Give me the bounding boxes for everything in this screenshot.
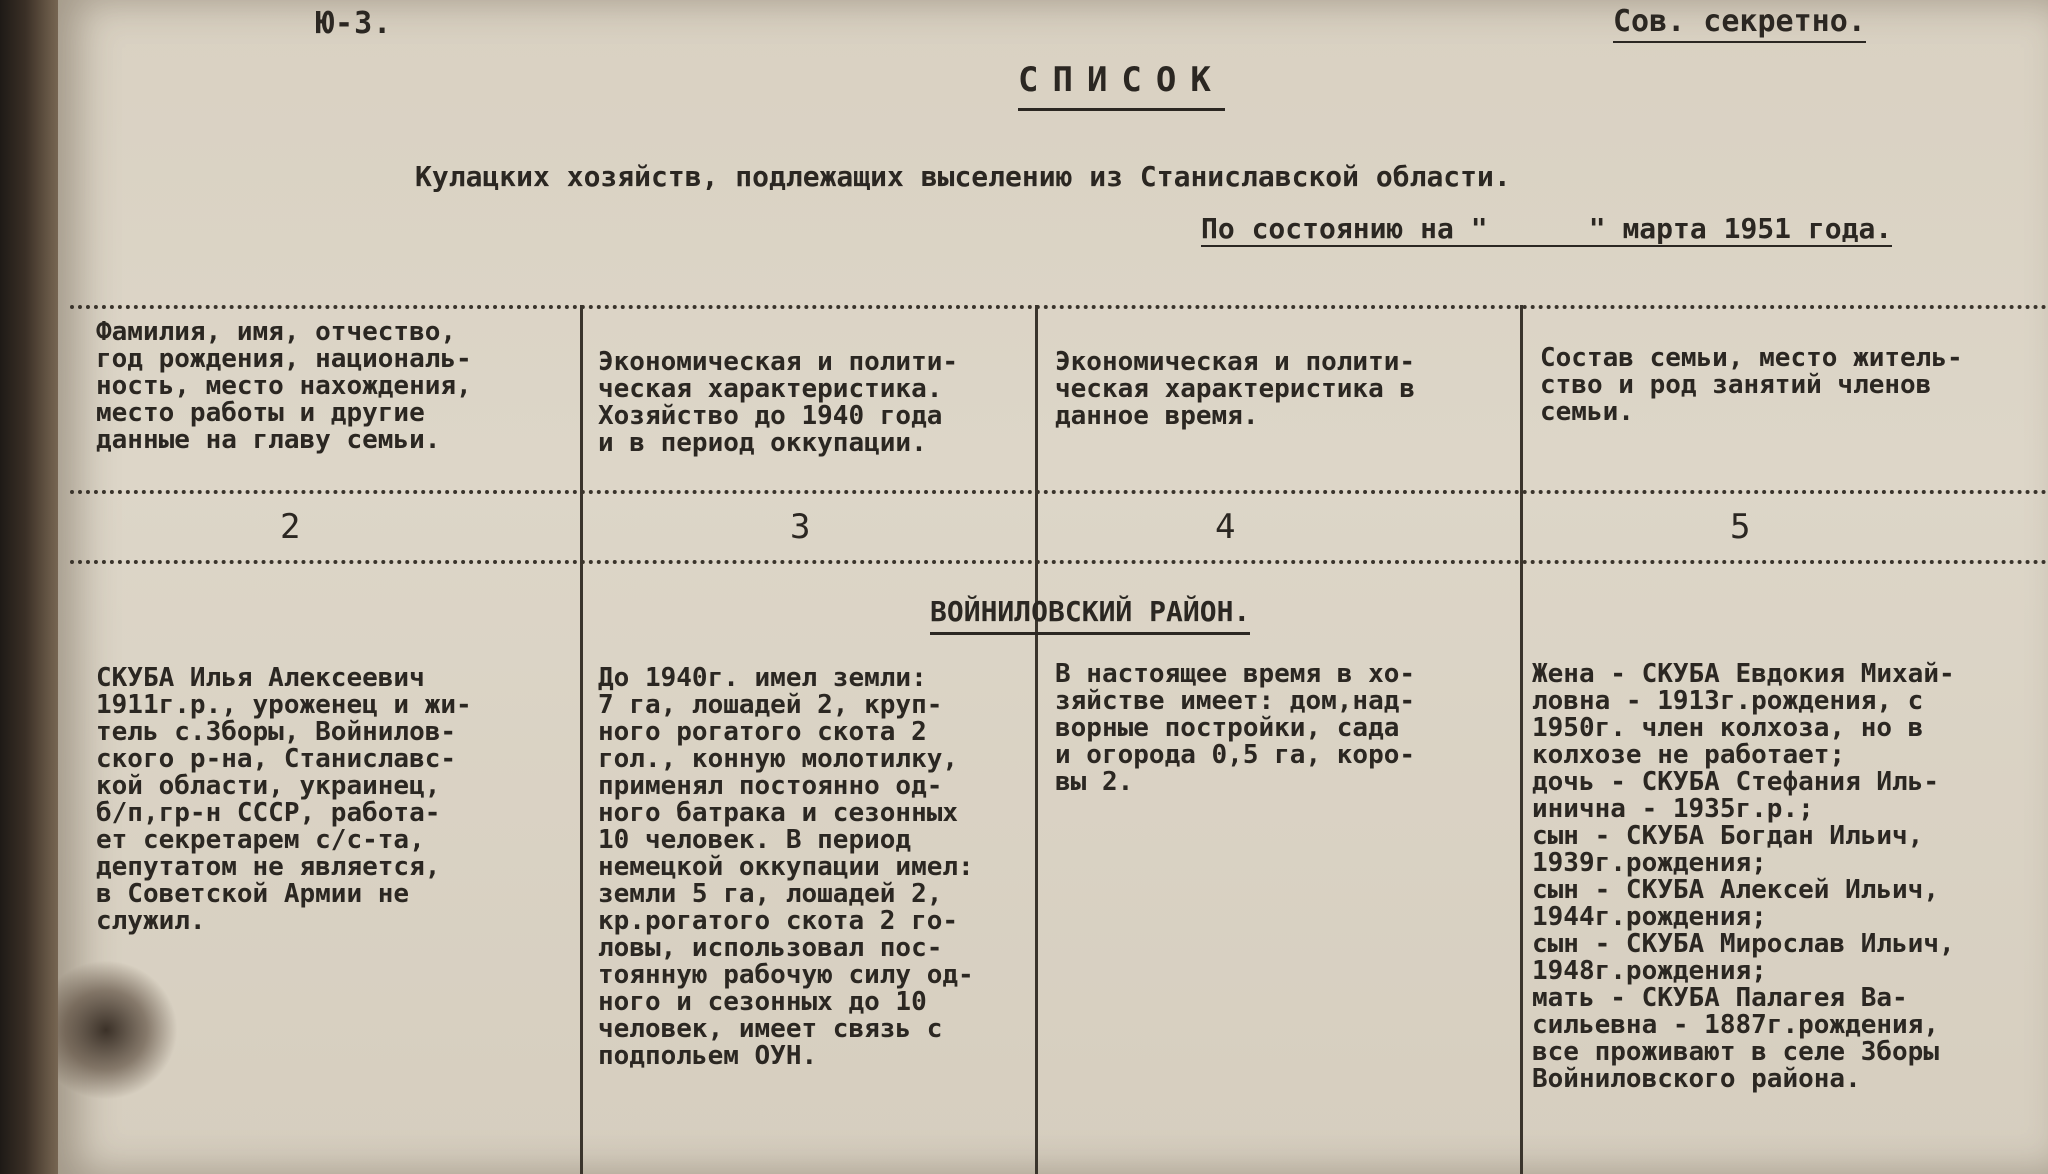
column-header-3: Экономическая и полити- ческая характеристика в данное время.: [1055, 347, 1416, 431]
header-bottom-rule: [70, 490, 2048, 494]
column-divider-3: [1520, 305, 1523, 1174]
table-top-rule: [70, 305, 2048, 309]
paper-damage-stain: [58, 960, 178, 1100]
row-col-economy-current: В настоящее время в хо- зяйстве имеет: дом,над- ворные постройки, сада и огорода 0,5 га, коро- вы 2.: [1055, 659, 1416, 797]
as-of-suffix: " марта 1951 года.: [1588, 212, 1893, 245]
as-of-blank: [1488, 212, 1589, 247]
column-header-4: Состав семьи, место житель- ство и род занятий членов семьи.: [1540, 343, 1963, 427]
column-header-2: Экономическая и полити- ческая характеристика. Хозяйство до 1940 года и в период оккупации.: [598, 347, 959, 458]
number-row-bottom-rule: [70, 560, 2048, 564]
classification-stamp: Сов. секретно.: [1613, 4, 1866, 43]
row-col-economy-before-1940: До 1940г. имел земли: 7 га, лошадей 2, круп- ного рогатого скота 2 гол., конную молотилку, применял постоянно од- ного батрака и сезонных 10 человек. В период немецкой оккупации имел: земли 5 га, лошадей 2, кр.рогатого скота 2 го- ловы, использовал пос- тоянную рабочую силу од- ного и сезонных до 10 человек, имеет связь с подпольем ОУН.: [598, 663, 974, 1071]
column-divider-2: [1035, 305, 1038, 1174]
document-subtitle: Кулацких хозяйств, подлежащих выселению из Станиславской области.: [415, 160, 1511, 193]
kulak-list-table: [70, 305, 2048, 1174]
column-number-4: 4: [1215, 507, 1236, 547]
column-number-5: 5: [1730, 507, 1751, 547]
column-number-2: 2: [280, 507, 301, 547]
column-header-1: Фамилия, имя, отчество, год рождения, националь- ность, место нахождения, место работы и другие данные на главу семьи.: [96, 317, 472, 455]
column-divider-1: [580, 305, 583, 1174]
document-title: СПИСОК: [1018, 60, 1225, 111]
as-of-date-line: [1201, 212, 1892, 245]
as-of-prefix: По состоянию на ": [1201, 212, 1488, 245]
document-code: Ю-3.: [316, 6, 393, 41]
row-col-head-of-family: СКУБА Илья Алексеевич 1911г.р., уроженец и жи- тель с.Зборы, Войнилов- ского р-на, Станиславс- кой области, украинец, б/п,гр-н СССР, работа- ет секретарем с/с-та, депутатом не является, в Советской Армии не служил.: [96, 663, 472, 936]
column-number-3: 3: [790, 507, 811, 547]
region-heading: ВОЙНИЛОВСКИЙ РАЙОН.: [930, 595, 1250, 635]
row-col-family-members: Жена - СКУБА Евдокия Михай- ловна - 1913г.рождения, с 1950г. член колхоза, но в колхозе не работает; дочь - СКУБА Стефания Иль- инична - 1935г.р.; сын - СКУБА Богдан Ильич, 1939г.рождения; сын - СКУБА Алексей Ильич, 1944г.рождения; сын - СКУБА Мирослав Ильич, 1948г.рождения; мать - СКУБА Палагея Ва- сильевна - 1887г.рождения, все проживают в селе Зборы Войниловского района.: [1532, 659, 1955, 1094]
